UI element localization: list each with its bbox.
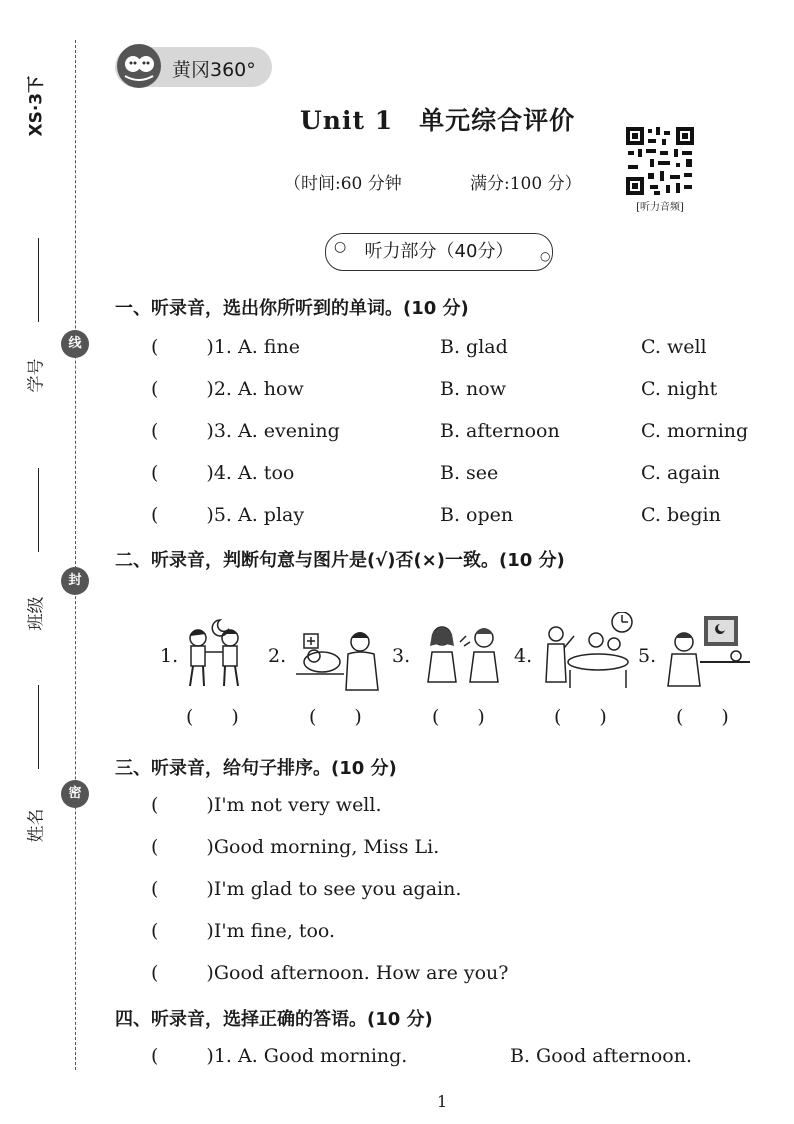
field-class: 班级 xyxy=(26,596,47,631)
q1-option-b: B. open xyxy=(440,504,514,526)
field-student-number: 学号 xyxy=(26,358,47,393)
q4-row xyxy=(151,1045,407,1067)
section-title-decor-right: ○ xyxy=(540,249,551,263)
q4-heading: 四、听录音，选择正确的答语。(10 分) xyxy=(115,1009,433,1030)
q3-sentence: )I'm not very well. xyxy=(206,794,382,816)
q4-option-a: )1. A. Good morning. xyxy=(206,1045,408,1067)
class-blank[interactable] xyxy=(38,468,39,552)
answer-paren-open[interactable]: ( xyxy=(151,836,159,858)
q1-option-b: B. see xyxy=(440,462,499,484)
q3-row xyxy=(151,836,439,858)
q3-row xyxy=(151,962,508,984)
q2-heading: 二、听录音，判断句意与图片是(√)否(×)一致。(10 分) xyxy=(115,550,565,571)
q1-option-a: )2. A. how xyxy=(206,378,304,400)
answer-paren-2[interactable]: ( ) xyxy=(309,706,362,728)
picture-doctor-patient xyxy=(294,612,386,692)
seal-feng: 封 xyxy=(61,567,89,595)
answer-paren-open[interactable]: ( xyxy=(151,378,159,400)
brand-logo-text: 黄冈360° xyxy=(172,59,256,81)
q3-row xyxy=(151,920,335,942)
picture-person-window-night xyxy=(660,612,752,692)
q1-row xyxy=(151,378,304,400)
answer-paren-open[interactable]: ( xyxy=(151,1045,159,1067)
picture-label-1: 1. xyxy=(160,645,179,667)
answer-paren-open[interactable]: ( xyxy=(151,920,159,942)
time-info: （时间:60 分钟 xyxy=(284,174,402,194)
q1-option-b: B. now xyxy=(440,378,506,400)
qr-caption: [听力音频] xyxy=(636,202,684,213)
q4-option-b: B. Good afternoon. xyxy=(510,1045,693,1067)
q1-option-b: B. afternoon xyxy=(440,420,560,442)
picture-label-5: 5. xyxy=(638,645,657,667)
q1-option-a: )3. A. evening xyxy=(206,420,340,442)
seal-xian: 线 xyxy=(61,330,89,358)
picture-label-2: 2. xyxy=(268,645,287,667)
picture-two-women-greeting xyxy=(420,612,510,692)
q1-heading: 一、听录音，选出你所听到的单词。(10 分) xyxy=(115,298,469,319)
section-title-text: 听力部分（40分） xyxy=(364,241,514,262)
q3-sentence: )I'm fine, too. xyxy=(206,920,336,942)
q1-option-c: C. morning xyxy=(641,420,749,442)
answer-paren-open[interactable]: ( xyxy=(151,878,159,900)
q1-option-c: C. again xyxy=(641,462,721,484)
series-code: XS·3下 xyxy=(26,75,47,137)
student-number-blank[interactable] xyxy=(38,238,39,322)
q1-option-c: C. begin xyxy=(641,504,721,526)
q1-row xyxy=(151,420,340,442)
answer-paren-5[interactable]: ( ) xyxy=(676,706,729,728)
q1-option-a: )5. A. play xyxy=(206,504,305,526)
logo-mascot-icon xyxy=(117,44,161,88)
q3-heading: 三、听录音，给句子排序。(10 分) xyxy=(115,758,397,779)
picture-label-4: 4. xyxy=(514,645,533,667)
seal-mi: 密 xyxy=(61,780,89,808)
answer-paren-1[interactable]: ( ) xyxy=(186,706,239,728)
q1-row xyxy=(151,336,300,358)
q3-row xyxy=(151,878,461,900)
q3-row xyxy=(151,794,382,816)
answer-paren-3[interactable]: ( ) xyxy=(432,706,485,728)
picture-label-3: 3. xyxy=(392,645,411,667)
q1-row xyxy=(151,504,304,526)
picture-two-boys-night xyxy=(180,612,260,692)
q1-option-b: B. glad xyxy=(440,336,508,358)
qr-code-icon[interactable] xyxy=(624,125,696,197)
page-number: 1 xyxy=(437,1092,448,1111)
q1-row xyxy=(151,462,294,484)
q1-option-c: C. night xyxy=(641,378,718,400)
q3-sentence: )I'm glad to see you again. xyxy=(206,878,462,900)
answer-paren-open[interactable]: ( xyxy=(151,962,159,984)
answer-paren-open[interactable]: ( xyxy=(151,420,159,442)
answer-paren-open[interactable]: ( xyxy=(151,794,159,816)
q1-option-c: C. well xyxy=(641,336,707,358)
binding-line xyxy=(75,40,76,1070)
answer-paren-4[interactable]: ( ) xyxy=(554,706,607,728)
name-blank[interactable] xyxy=(38,685,39,769)
q1-option-a: )4. A. too xyxy=(206,462,295,484)
answer-paren-open[interactable]: ( xyxy=(151,336,159,358)
q3-sentence: )Good afternoon. How are you? xyxy=(206,962,509,984)
section-title-decor-left: ○ xyxy=(334,239,347,255)
field-name: 姓名 xyxy=(26,808,47,843)
answer-paren-open[interactable]: ( xyxy=(151,462,159,484)
picture-classroom-clock xyxy=(540,612,640,692)
section-title-listening xyxy=(325,233,553,271)
q1-option-a: )1. A. fine xyxy=(206,336,300,358)
score-info: 满分:100 分） xyxy=(470,174,582,194)
answer-paren-open[interactable]: ( xyxy=(151,504,159,526)
page-title: Unit 1 单元综合评价 xyxy=(300,106,576,135)
q3-sentence: )Good morning, Miss Li. xyxy=(206,836,440,858)
